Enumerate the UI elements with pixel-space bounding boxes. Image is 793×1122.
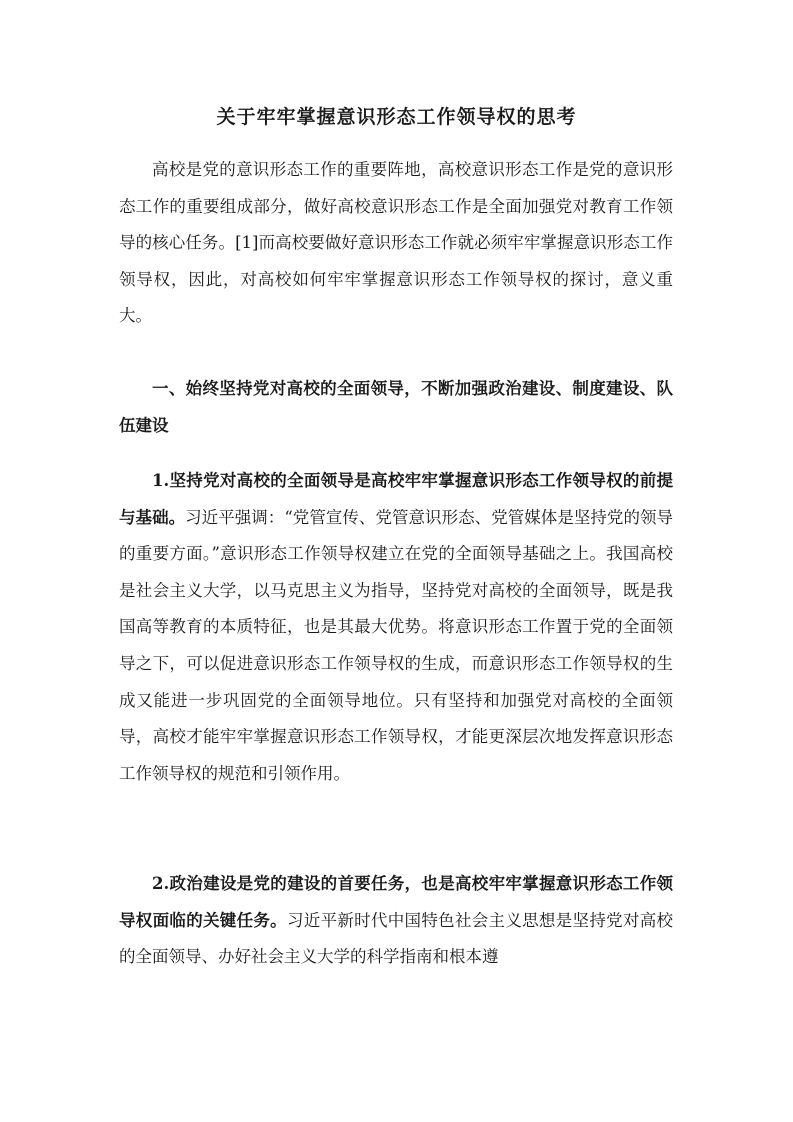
section-item-2 (119, 866, 673, 976)
document-title: 关于牢牢掌握意识形态工作领导权的思考 (216, 106, 577, 128)
item-1-lead: 1.坚持党对高校的全面领导是高校牢牢掌握意识形态工作领导权的前提与基础。 (119, 471, 673, 527)
section-item-1 (119, 463, 673, 792)
item-2-lead: 2.政治建设是党的建设的首要任务，也是高校牢牢掌握意识形态工作领导权面临的关键任务。 (119, 874, 673, 930)
item-1-body: 习近平强调：“党管宣传、党管意识形态、党管媒体是坚持党的领导的重要方面。”意识形态工作领导权建立在党的全面领导基础之上。我国高校是社会主义大学，以马克思主义为指导，坚持党对高校的全面领导，既是我国高等教育的本质特征，也是其最大优势。将意识形态工作置于党的全面领导之下，可以促进意识形态工作领导权的生成，而意识形态工作领导权的生成又能进一步巩固党的全面领导地位。只有坚持和加强党对高校的全面领导，高校才能牢牢掌握意识形态工作领导权，才能更深层次地发挥意识形态工作领导权的规范和引领作用。 (119, 507, 674, 783)
item-2-body: 习近平新时代中国特色社会主义思想是坚持党对高校的全面领导、办好社会主义大学的科学指南和根本遵 (119, 910, 673, 967)
section-heading: 一、始终坚持党对高校的全面领导，不断加强政治建设、制度建设、队伍建设 (119, 379, 673, 435)
intro-paragraph: 高校是党的意识形态工作的重要阵地，高校意识形态工作是党的意识形态工作的重要组成部分，做好高校意识形态工作是全面加强党对教育工作领导的核心任务。[1]而高校要做好意识形态工作就必须牢牢掌握意识形态工作领导权，因此，对高校如何牢牢掌握意识形态工作领导权的探讨，意义重大。 (119, 160, 673, 326)
